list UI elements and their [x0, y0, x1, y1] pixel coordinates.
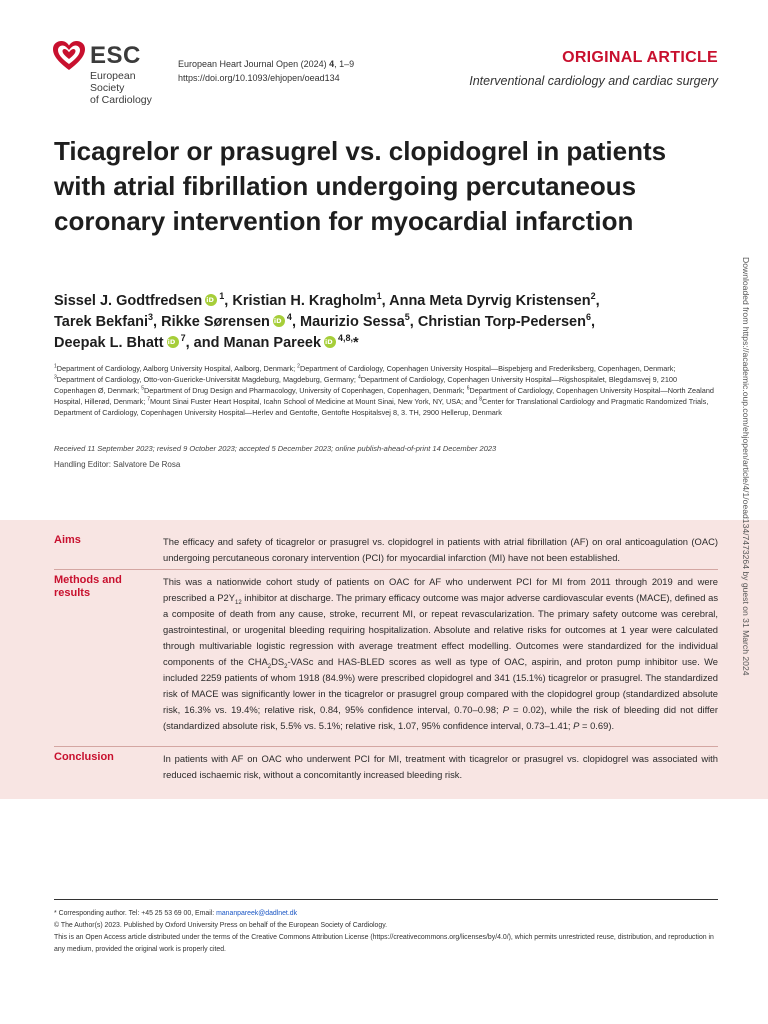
- author-affiliation-sup: 3: [148, 312, 154, 323]
- methods-label: Methods and results: [54, 574, 122, 599]
- conclusion-label: Conclusion: [54, 751, 114, 763]
- author-separator: ,: [381, 293, 390, 309]
- logo-name: ESC: [90, 42, 141, 69]
- author-affiliation-sup: 4: [286, 312, 292, 323]
- affiliation-text: Department of Cardiology, Otto-von-Guericke-Universität Magdeburg, Magdeburg, Germany;: [56, 375, 358, 385]
- download-note-text: Downloaded from https://academic.oup.com/ehjopen/article/4/1/oead134/7473264 by guest on 31 March 2024: [741, 257, 751, 676]
- heart-logo-icon: [52, 40, 86, 72]
- affiliation-number: 2: [297, 363, 300, 370]
- author-affiliation-sup: 2: [590, 291, 596, 302]
- author-entry: [54, 314, 161, 330]
- affiliation-number: 6: [466, 385, 470, 392]
- author-name: Maurizio Sessa: [300, 314, 405, 330]
- author-entry: [223, 335, 358, 351]
- author-name: Kristian H. Kragholm: [232, 293, 377, 309]
- affiliation-number: 5: [141, 385, 144, 392]
- author-affiliation-sup: 7: [180, 333, 186, 344]
- author-separator: ,: [590, 314, 596, 330]
- affiliation-text: Department of Cardiology, Copenhagen University Hospital—Bispebjerg and Frederiksberg, Copenhagen, Denmark;: [299, 364, 676, 373]
- conclusion-text: In patients with AF on OAC who underwent PCI for MI, treatment with ticagrelor or prasugrel vs. clopidogrel was associated with reduced ischaemic risk, without a concomitantly increased bleeding risk.: [163, 753, 718, 780]
- author-entry: [300, 314, 418, 330]
- affiliation-number: 3: [54, 374, 57, 381]
- author-name: Christian Torp-Pedersen: [417, 314, 586, 330]
- author-name: Rikke Sørensen: [161, 314, 270, 330]
- author-affiliation-sup: 1: [376, 291, 382, 302]
- journal-name: European Heart Journal Open (2024): [178, 59, 330, 69]
- journal-volume: 4: [329, 59, 335, 69]
- article-type-label: ORIGINAL ARTICLE: [562, 49, 718, 66]
- author-name: Anna Meta Dyrvig Kristensen: [389, 293, 591, 309]
- author-name: Manan Pareek: [223, 335, 322, 351]
- orcid-icon[interactable]: [324, 336, 336, 348]
- author-entry: [161, 314, 300, 330]
- author-name: Sissel J. Godtfredsen: [54, 293, 203, 309]
- abstract-divider: [54, 746, 718, 747]
- author-separator: ,: [409, 314, 418, 330]
- license-notice: This is an Open Access article distributed under the terms of the Creative Commons Attribution License (https://creativecommons.org/licenses/by/4.0/), which permits unrestricted reuse, distribution, and reproduction in any medium, provided the original work is properly cited.: [54, 934, 714, 953]
- abstract-divider: [54, 569, 718, 570]
- aims-text: The efficacy and safety of ticagrelor or prasugrel vs. clopidogrel in patients with atrial fibrillation (AF) on oral anticoagulation (OAC) undergoing percutaneous coronary intervention (PCI) for myocardial infarction (MI) have not been established.: [163, 536, 718, 563]
- footnote-divider: [54, 899, 718, 900]
- logo-subtitle-line1: European Society: [90, 70, 136, 94]
- author-entry: [418, 314, 595, 330]
- affiliation-number: 4: [357, 374, 361, 381]
- affiliation-text: Center for Translational Cardiology and Pragmatic Randomized Trials, Department of Cardiology, Copenhagen University Hospital—Herlev and Gentofte, Gentofte Hospitalsvej 8, 3. TH, 2900 Hellerup, Denmark: [54, 397, 709, 418]
- affiliation-number: 1: [54, 363, 57, 370]
- article-title: Ticagrelor or prasugrel vs. clopidogrel in patients with atrial fibrillation undergoing percutaneous coronary intervention for myocardial infarction: [54, 136, 667, 236]
- affiliations: [54, 363, 718, 418]
- aims-label: Aims: [54, 534, 81, 546]
- orcid-icon[interactable]: [273, 315, 285, 327]
- footnotes: [54, 908, 718, 956]
- affiliation-text: Department of Cardiology, Aalborg University Hospital, Aalborg, Denmark;: [56, 364, 298, 373]
- author-separator: ,: [291, 314, 300, 330]
- orcid-icon[interactable]: [167, 336, 179, 348]
- logo-subtitle-line2: of Cardiology: [90, 94, 152, 106]
- copyright-notice: © The Author(s) 2023. Published by Oxford University Press on behalf of the European Society of Cardiology.: [54, 922, 388, 929]
- author-separator: ,: [153, 314, 162, 330]
- logo-subtitle: [90, 70, 172, 106]
- corresponding-author: * Corresponding author. Tel: +45 25 53 69 00, Email: mananpareek@dadlnet.dk: [54, 910, 298, 917]
- affiliation-text: Department of Drug Design and Pharmacology, University of Copenhagen, Copenhagen, Denmark;: [144, 386, 467, 396]
- author-separator: ,: [595, 293, 600, 309]
- journal-citation: [178, 57, 354, 85]
- journal-pages: , 1–9: [334, 59, 355, 69]
- journal-ref-line: [178, 57, 354, 71]
- structured-abstract: [0, 520, 768, 799]
- author-affiliation-sup: 6: [585, 312, 591, 323]
- author-list: [54, 291, 714, 354]
- affiliation-text: Department of Cardiology, Copenhagen University Hospital—North Zealand Hospital, Hillerød, Denmark;: [54, 386, 714, 407]
- author-entry: [54, 293, 232, 309]
- methods-text: This was a nationwide cohort study of patients on OAC for AF who underwent PCI for MI from 2011 through 2019 and were prescribed a $P2Y_{12}$ inhibitor at discharge. The primary efficacy outcome was major adverse cardiovascular events (MACE), defined as a composite of death from any cause, stroke, recurrent MI, or repeat revascularization. The primary safety outcome was cerebral, gastrointestinal, or urogenital bleeding requiring hospitalization. Absolute and relative risks for outcomes at 1 year were calculated through multivariable logistic regression with average treatment effect modelling. Outcomes were standardized for the individual components of the $CHA_2DS_2$-VASc and HAS-BLED scores as well as type of OAC, aspirin, and proton pump inhibitor use. We included 2259 patients of whom 1918 (84.9%) were prescribed clopidogrel and 341 (15.1%) ticagrelor or prasugrel. The standardized risk of MACE was significantly lower in the ticagrelor or prasugrel group compared with the clopidogrel group (standardized absolute risk, 16.3% vs. 19.4%; relative risk, 0.84, 95% confidence interval, 0.70–0.98; P = 0.02), while the risk of bleeding did not differ (standardized absolute risk, 5.5% vs. 5.1%; relative risk, 1.07, 95% confidence interval, 0.73–1.41; P = 0.69).: [163, 576, 719, 731]
- author-entry: [389, 293, 600, 309]
- doi-link[interactable]: https://doi.org/10.1093/ehjopen/oead134: [178, 73, 340, 83]
- author-affiliation-sup: 5: [404, 312, 410, 323]
- author-separator: *: [353, 335, 359, 351]
- article-category: Interventional cardiology and cardiac surgery: [469, 74, 718, 88]
- email-link[interactable]: mananpareek@dadlnet.dk: [216, 910, 298, 917]
- affiliation-number: 7: [147, 396, 151, 403]
- author-affiliation-sup: 4,8,: [338, 333, 354, 344]
- author-name: Deepak L. Bhatt: [54, 335, 164, 351]
- author-name: Tarek Bekfani: [54, 314, 149, 330]
- download-note: [737, 257, 751, 777]
- author-separator: , and: [185, 335, 224, 351]
- author-entry: [54, 335, 223, 351]
- author-separator: ,: [224, 293, 233, 309]
- esc-logo: [52, 40, 172, 106]
- affiliation-text: Department of Cardiology, Copenhagen University Hospital—Rigshospitalet, Blegdamsvej 9, 2100 Copenhagen Ø, Denmark;: [54, 375, 677, 396]
- handling-editor: Handling Editor: Salvatore De Rosa: [54, 460, 181, 469]
- author-entry: [232, 293, 389, 309]
- publication-dates: Received 11 September 2023; revised 9 October 2023; accepted 5 December 2023; online publish-ahead-of-print 14 December 2023: [54, 444, 497, 453]
- affiliation-text: Mount Sinai Fuster Heart Hospital, Icahn School of Medicine at Mount Sinai, New York, NY, USA; and: [150, 397, 480, 407]
- affiliation-number: 8: [479, 396, 483, 403]
- orcid-icon[interactable]: [205, 294, 217, 306]
- author-affiliation-sup: 1: [219, 291, 225, 302]
